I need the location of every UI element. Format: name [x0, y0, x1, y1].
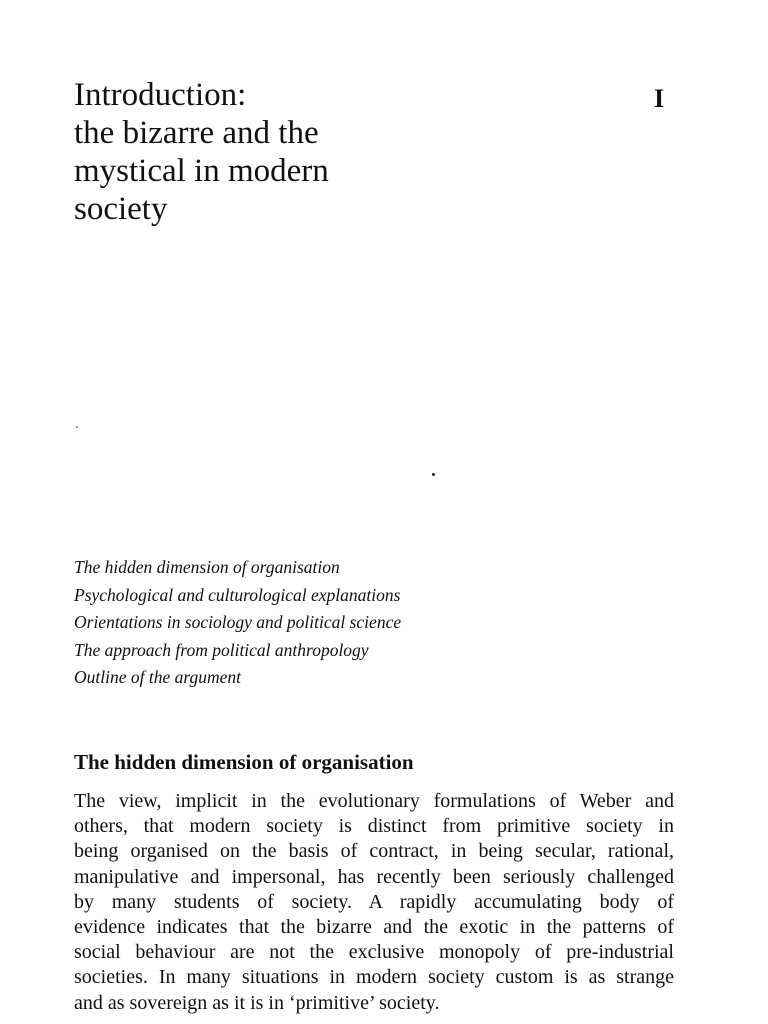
- paragraph-line: by many students of society. A rapidly accumulating body of: [74, 890, 674, 913]
- paragraph-line: and as sovereign as it is in ‘primitive’ society.: [74, 991, 440, 1014]
- contents-item: The hidden dimension of organisation: [74, 557, 340, 577]
- chapter-contents-list: [74, 554, 574, 692]
- chapter-number: I: [654, 84, 666, 113]
- contents-item: Outline of the argument: [74, 667, 242, 687]
- paragraph-line: evidence indicates that the bizarre and the exotic in the patterns of: [74, 916, 674, 939]
- contents-item: Psychological and culturological explanations: [74, 584, 401, 605]
- chapter-title-line: mystical in modern: [74, 153, 329, 189]
- paragraph-line: societies. In many situations in modern society custom is as strange: [74, 966, 674, 989]
- paragraph-line: being organised on the basis of contract, in being secular, rational,: [74, 840, 674, 863]
- contents-item: The approach from political anthropology: [74, 639, 369, 660]
- chapter-title-line: Introduction:: [74, 77, 247, 113]
- chapter-title: [74, 76, 494, 228]
- contents-item: Orientations in sociology and political science: [74, 612, 402, 632]
- chapter-title-line: the bizarre and the: [74, 115, 319, 151]
- paragraph-line: manipulative and impersonal, has recently been seriously challenged: [74, 865, 674, 888]
- paragraph-line: The view, implicit in the evolutionary formulations of Weber and: [74, 790, 674, 812]
- print-speck: [432, 473, 435, 476]
- paragraph-line: others, that modern society is distinct from primitive society in: [74, 815, 674, 838]
- body-paragraph: [74, 789, 674, 1016]
- chapter-title-line: society: [74, 191, 168, 227]
- print-speck: [76, 426, 78, 428]
- section-heading: The hidden dimension of organisation: [74, 750, 414, 774]
- paragraph-line: social behaviour are not the exclusive monopoly of pre-industrial: [74, 941, 674, 964]
